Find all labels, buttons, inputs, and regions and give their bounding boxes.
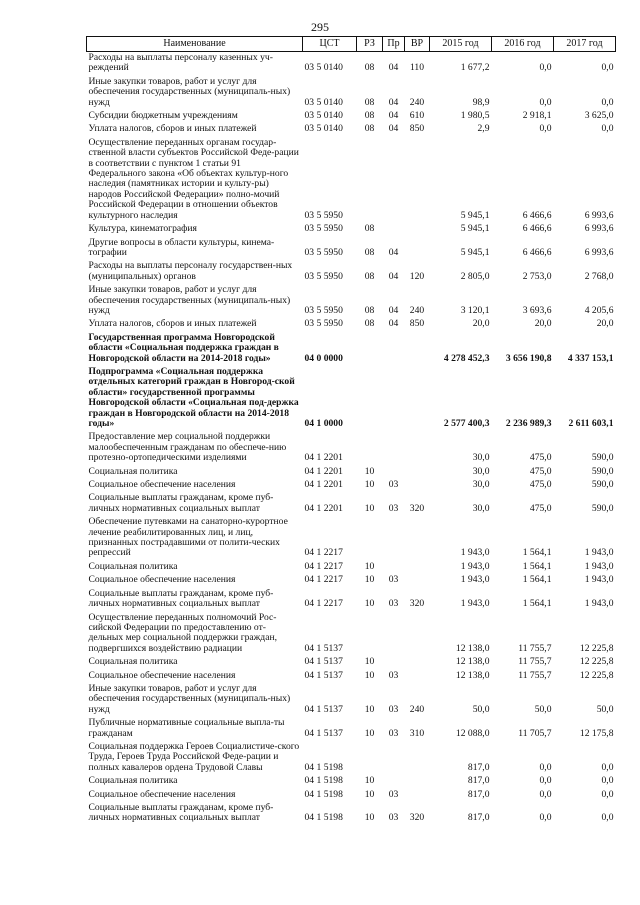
row-cst: 04 1 5198 (304, 761, 343, 773)
row-value-2017: 0,0 (601, 123, 614, 135)
row-value-2017: 6 993,6 (584, 246, 614, 258)
row-name: Расходы на выплаты персоналу казенных уч-реждений (88, 52, 273, 74)
row-cst: 03 5 0140 (304, 96, 343, 108)
row-name: Социальное обеспечение населения (88, 574, 236, 586)
table-header-row (87, 37, 616, 52)
row-name: Социальная политика (88, 656, 178, 668)
column-header-name: Наименование (87, 37, 303, 52)
column-header-rz: РЗ (357, 37, 383, 52)
row-name: Социальные выплаты гражданам, кроме пуб-личных нормативных социальных выплат (88, 492, 274, 514)
row-value-2017: 0,0 (601, 62, 614, 74)
row-pr: 03 (388, 669, 399, 681)
row-value-2016: 1 564,1 (522, 547, 552, 559)
row-pr: 04 (388, 96, 399, 108)
row-cst: 03 5 5950 (304, 209, 343, 221)
row-name: Социальная политика (88, 465, 178, 477)
table-row (87, 789, 616, 802)
row-value-2015: 817,0 (467, 788, 490, 800)
table-row (87, 492, 616, 516)
row-rz: 08 (364, 318, 375, 330)
row-value-2017: 3 625,0 (584, 110, 614, 122)
table-row (87, 612, 616, 657)
row-cst: 04 1 2201 (304, 465, 343, 477)
row-pr (383, 656, 405, 669)
row-cst: 04 1 5137 (304, 727, 343, 739)
row-value-2016: 475,0 (529, 502, 552, 514)
row-value-2017: 20,0 (596, 318, 614, 330)
row-value-2015: 1 980,5 (460, 110, 490, 122)
row-vr (405, 741, 430, 775)
row-rz: 08 (364, 246, 375, 258)
row-rz: 08 (364, 270, 375, 282)
row-value-2017: 0,0 (601, 96, 614, 108)
row-cst: 04 1 2217 (304, 560, 343, 572)
row-value-2015: 2 805,0 (460, 270, 490, 282)
table-row (87, 318, 616, 331)
row-rz: 10 (364, 727, 375, 739)
row-pr: 04 (388, 62, 399, 74)
row-vr: 110 (409, 62, 425, 74)
row-value-2017: 1 943,0 (584, 560, 614, 572)
row-rz (357, 137, 383, 223)
row-vr (405, 789, 430, 802)
row-value-2015: 3 120,1 (460, 304, 490, 316)
row-value-2015: 30,0 (472, 502, 490, 514)
table-row (87, 775, 616, 788)
row-value-2015: 4 278 452,3 (443, 352, 490, 364)
row-value-2016: 1 564,1 (522, 598, 552, 610)
row-vr (405, 561, 430, 574)
row-vr: 850 (409, 318, 425, 330)
row-rz: 10 (364, 656, 375, 668)
row-value-2015: 817,0 (467, 812, 490, 824)
row-cst: 04 0 0000 (304, 352, 343, 364)
table-row (87, 516, 616, 561)
table-row (87, 332, 616, 366)
row-vr: 850 (409, 123, 425, 135)
row-value-2017: 12 225,8 (579, 669, 614, 681)
row-value-2017: 0,0 (601, 761, 614, 773)
row-rz: 10 (364, 598, 375, 610)
row-cst: 03 5 5950 (304, 304, 343, 316)
row-vr (405, 670, 430, 683)
row-rz: 08 (364, 304, 375, 316)
row-name: Социальное обеспечение населения (88, 669, 236, 681)
row-value-2016: 6 466,6 (522, 246, 552, 258)
row-value-2017: 4 337 153,1 (567, 352, 614, 364)
table-row (87, 741, 616, 775)
table-row (87, 656, 616, 669)
row-value-2015: 817,0 (467, 775, 490, 787)
row-rz: 08 (364, 223, 375, 235)
row-name: Иные закупки товаров, работ и услуг для обеспечения государственных (муниципаль-ных) нужд (88, 682, 291, 715)
table-row (87, 670, 616, 683)
row-value-2015: 30,0 (472, 452, 490, 464)
row-cst: 04 1 0000 (304, 418, 343, 429)
row-value-2016: 6 466,6 (522, 223, 552, 235)
row-rz: 10 (364, 788, 375, 800)
table-row (87, 466, 616, 479)
table-row (87, 284, 616, 318)
row-value-2015: 1 943,0 (460, 598, 490, 610)
row-value-2017: 6 993,6 (584, 223, 614, 235)
row-name: Социальное обеспечение населения (88, 788, 236, 800)
row-rz: 10 (364, 812, 375, 824)
row-cst: 03 5 5950 (304, 246, 343, 258)
row-cst: 04 1 2201 (304, 452, 343, 464)
row-pr (383, 516, 405, 561)
row-value-2016: 0,0 (539, 123, 552, 135)
column-header-2017: 2017 год (554, 37, 616, 52)
row-name: Социальные выплаты гражданам, кроме пуб-личных нормативных социальных выплат (88, 587, 274, 610)
row-value-2015: 5 945,1 (460, 223, 490, 235)
column-header-2015: 2015 год (430, 37, 492, 52)
table-row (87, 110, 616, 123)
row-cst: 04 1 5137 (304, 642, 343, 654)
table-row (87, 683, 616, 717)
row-value-2017: 2 611 603,1 (568, 418, 614, 429)
row-cst: 03 5 5950 (304, 318, 343, 330)
row-name: Иные закупки товаров, работ и услуг для обеспечения государственных (муниципаль-ных) нужд (88, 284, 291, 316)
budget-table (86, 36, 616, 826)
row-pr: 04 (388, 246, 399, 258)
column-header-cst: ЦСТ (303, 37, 357, 52)
row-value-2016: 50,0 (534, 703, 552, 715)
table-row (87, 366, 616, 431)
row-value-2016: 3 693,6 (522, 304, 552, 316)
row-rz (357, 332, 383, 366)
row-value-2015: 20,0 (472, 318, 490, 330)
row-value-2015: 1 943,0 (460, 547, 490, 559)
row-value-2017: 590,0 (591, 452, 614, 464)
row-vr: 120 (409, 270, 425, 282)
row-rz: 08 (364, 62, 375, 74)
row-value-2016: 0,0 (539, 775, 552, 787)
row-value-2015: 98,9 (472, 96, 490, 108)
row-vr (405, 656, 430, 669)
row-cst: 04 1 2217 (304, 598, 343, 610)
table-row (87, 223, 616, 236)
row-value-2016: 0,0 (539, 788, 552, 800)
row-vr: 610 (409, 110, 425, 122)
row-cst: 03 5 5950 (304, 223, 343, 235)
row-value-2017: 6 993,6 (584, 209, 614, 221)
row-pr: 04 (388, 123, 399, 135)
row-rz: 10 (364, 465, 375, 477)
row-value-2016: 2 236 989,3 (505, 418, 552, 429)
row-value-2016: 20,0 (534, 318, 552, 330)
row-vr (405, 366, 430, 431)
row-value-2016: 1 564,1 (522, 560, 552, 572)
row-value-2017: 12 225,8 (579, 642, 614, 654)
row-vr (405, 237, 430, 261)
row-value-2017: 590,0 (591, 502, 614, 514)
row-value-2015: 1 943,0 (460, 560, 490, 572)
row-name: Социальное обеспечение населения (88, 479, 236, 491)
row-value-2017: 1 943,0 (584, 598, 614, 610)
table-row (87, 52, 616, 76)
row-value-2015: 817,0 (467, 761, 490, 773)
row-vr (405, 431, 430, 465)
table-row (87, 137, 616, 223)
row-value-2017: 0,0 (601, 788, 614, 800)
row-cst: 04 1 5198 (304, 775, 343, 787)
row-value-2016: 0,0 (539, 62, 552, 74)
row-rz (357, 366, 383, 431)
row-value-2015: 12 088,0 (455, 727, 490, 739)
row-value-2017: 2 768,0 (584, 270, 614, 282)
row-vr (405, 466, 430, 479)
row-vr: 240 (409, 96, 425, 108)
row-name: Публичные нормативные социальные выпла-ты гражданам (88, 717, 285, 739)
row-pr: 03 (388, 574, 399, 586)
row-vr: 320 (409, 812, 425, 824)
row-pr (383, 332, 405, 366)
table-row (87, 574, 616, 587)
row-value-2016: 6 466,6 (522, 209, 552, 221)
row-rz: 10 (364, 703, 375, 715)
row-pr: 03 (388, 479, 399, 491)
row-pr (383, 612, 405, 657)
row-name: Социальная политика (88, 775, 178, 787)
row-name: Подпрограмма «Социальная поддержка отдельных категорий граждан в Новгород-ской области» государственной программы Новгородской области «Социальная под-держка граждан в Новгородской области на 2014-2018 годы» (88, 365, 299, 429)
row-name: Другие вопросы в области культуры, кинема-тографии (88, 236, 275, 258)
row-value-2017: 50,0 (596, 703, 614, 715)
row-name: Социальные выплаты гражданам, кроме пуб-личных нормативных социальных выплат (88, 802, 274, 824)
row-value-2017: 4 205,6 (584, 304, 614, 316)
row-value-2016: 11 755,7 (518, 656, 552, 668)
row-rz (357, 516, 383, 561)
row-pr (383, 741, 405, 775)
row-value-2017: 12 175,8 (579, 727, 614, 739)
row-value-2015: 12 138,0 (455, 656, 490, 668)
row-value-2016: 11 705,7 (518, 727, 552, 739)
row-rz (357, 612, 383, 657)
row-vr: 310 (409, 727, 425, 739)
row-vr (405, 223, 430, 236)
row-pr: 03 (388, 703, 399, 715)
row-value-2016: 11 755,7 (518, 669, 552, 681)
table-body (87, 52, 616, 826)
row-value-2016: 1 564,1 (522, 574, 552, 586)
row-vr (405, 332, 430, 366)
table-row (87, 802, 616, 826)
row-pr: 03 (388, 812, 399, 824)
row-rz: 10 (364, 560, 375, 572)
row-value-2016: 0,0 (539, 812, 552, 824)
row-value-2017: 12 225,8 (579, 656, 614, 668)
row-pr: 04 (388, 318, 399, 330)
row-pr (383, 137, 405, 223)
row-value-2015: 2 577 400,3 (443, 418, 490, 429)
row-vr (405, 775, 430, 788)
row-cst: 04 1 2201 (304, 502, 343, 514)
table-row (87, 717, 616, 741)
row-cst: 04 1 5137 (304, 703, 343, 715)
row-name: Расходы на выплаты персоналу государствен-ных (муниципальных) органов (88, 260, 293, 282)
row-name: Осуществление переданных полномочий Рос-сийской Федерации по предоставлению от-дельных мер социальной поддержки граждан, подвергшихся воздействию радиации (88, 611, 277, 654)
table-row (87, 479, 616, 492)
row-vr (405, 479, 430, 492)
row-value-2017: 590,0 (591, 465, 614, 477)
row-name: Уплата налогов, сборов и иных платежей (88, 318, 257, 330)
row-vr (405, 574, 430, 587)
table-row (87, 561, 616, 574)
row-name: Культура, кинематография (88, 223, 197, 235)
row-name: Обеспечение путевками на санаторно-курортное лечение реабилитированных лиц, и лиц, признанных пострадавшими от полити-ческих репрессий (88, 516, 288, 559)
row-value-2017: 0,0 (601, 812, 614, 824)
row-value-2016: 475,0 (529, 465, 552, 477)
row-vr (405, 137, 430, 223)
row-value-2016: 2 918,1 (522, 110, 552, 122)
row-value-2015: 30,0 (472, 465, 490, 477)
row-value-2016: 11 755,7 (518, 642, 552, 654)
table-row (87, 260, 616, 284)
row-cst: 04 1 5137 (304, 669, 343, 681)
row-pr (383, 431, 405, 465)
row-name: Субсидии бюджетным учреждениям (88, 110, 238, 122)
row-value-2017: 1 943,0 (584, 547, 614, 559)
row-pr: 04 (388, 304, 399, 316)
row-cst: 04 1 5198 (304, 788, 343, 800)
row-cst: 04 1 2217 (304, 547, 343, 559)
row-value-2015: 5 945,1 (460, 209, 490, 221)
row-pr: 04 (388, 110, 399, 122)
row-vr (405, 612, 430, 657)
column-header-pr: Пр (383, 37, 405, 52)
row-name: Осуществление переданных органам государ-ственной власти субъектов Российской Феде-рации в соответствии с пунктом 1 статьи 91 Федерального закона «Об объектах культур-ного наследия (памятниках истории и культу-ры) народов Российской Федерации» полно-мочий Российской Федерации в отношении объектов культурного наследия (88, 136, 299, 221)
row-rz: 08 (364, 123, 375, 135)
row-value-2016: 3 656 190,8 (505, 352, 552, 364)
table-row (87, 588, 616, 612)
row-name: Социальная политика (88, 560, 178, 572)
row-pr: 04 (388, 270, 399, 282)
table-row (87, 431, 616, 465)
row-name: Иные закупки товаров, работ и услуг для обеспечения государственных (муниципаль-ных) нужд (88, 75, 291, 108)
row-pr: 03 (388, 788, 399, 800)
column-header-2016: 2016 год (492, 37, 554, 52)
row-value-2016: 2 753,0 (522, 270, 552, 282)
row-pr: 03 (388, 727, 399, 739)
row-rz: 10 (364, 502, 375, 514)
row-rz: 10 (364, 479, 375, 491)
row-vr: 240 (409, 703, 425, 715)
row-rz: 08 (364, 110, 375, 122)
row-value-2015: 50,0 (472, 703, 490, 715)
row-pr (383, 466, 405, 479)
row-value-2017: 590,0 (591, 479, 614, 491)
row-name: Уплата налогов, сборов и иных платежей (88, 123, 257, 135)
row-cst: 04 1 5198 (304, 812, 343, 824)
row-value-2015: 12 138,0 (455, 642, 490, 654)
page-number: 295 (311, 20, 329, 34)
row-rz: 10 (364, 775, 375, 787)
row-value-2016: 475,0 (529, 479, 552, 491)
row-rz (357, 431, 383, 465)
row-cst: 03 5 0140 (304, 110, 343, 122)
row-value-2017: 1 943,0 (584, 574, 614, 586)
row-name: Предоставление мер социальной поддержки малообеспеченным гражданам по обеспече-нию протезно-ортопедическими изделиями (88, 431, 287, 464)
row-pr: 03 (388, 598, 399, 610)
row-value-2016: 475,0 (529, 452, 552, 464)
row-vr: 320 (409, 598, 425, 610)
row-value-2015: 12 138,0 (455, 669, 490, 681)
row-value-2016: 0,0 (539, 96, 552, 108)
row-vr: 240 (409, 304, 425, 316)
row-cst: 03 5 5950 (304, 270, 343, 282)
row-vr (405, 516, 430, 561)
row-pr (383, 223, 405, 236)
row-cst: 03 5 0140 (304, 123, 343, 135)
row-vr: 320 (409, 502, 425, 514)
row-rz: 08 (364, 96, 375, 108)
row-value-2015: 30,0 (472, 479, 490, 491)
row-rz: 10 (364, 669, 375, 681)
row-name: Социальная поддержка Героев Социалистиче-ского Труда, Героев Труда Российской Феде-рации и полных кавалеров ордена Трудовой Славы (88, 740, 300, 773)
row-value-2015: 5 945,1 (460, 246, 490, 258)
row-value-2015: 1 677,2 (460, 62, 490, 74)
table-row (87, 237, 616, 261)
row-cst: 03 5 0140 (304, 62, 343, 74)
row-cst: 04 1 2217 (304, 574, 343, 586)
row-pr (383, 366, 405, 431)
row-cst: 04 1 2201 (304, 479, 343, 491)
table-row (87, 76, 616, 110)
row-value-2015: 2,9 (477, 123, 490, 135)
row-pr: 03 (388, 502, 399, 514)
row-pr (383, 775, 405, 788)
row-name: Государственная программа Новгородской области «Социальная поддержка граждан в Новгородской области на 2014-2018 годы» (88, 331, 279, 364)
row-cst: 04 1 5137 (304, 656, 343, 668)
row-value-2017: 0,0 (601, 775, 614, 787)
row-rz (357, 741, 383, 775)
row-value-2015: 1 943,0 (460, 574, 490, 586)
table-row (87, 123, 616, 136)
column-header-vr: ВР (405, 37, 430, 52)
row-value-2016: 0,0 (539, 761, 552, 773)
row-rz: 10 (364, 574, 375, 586)
row-pr (383, 561, 405, 574)
